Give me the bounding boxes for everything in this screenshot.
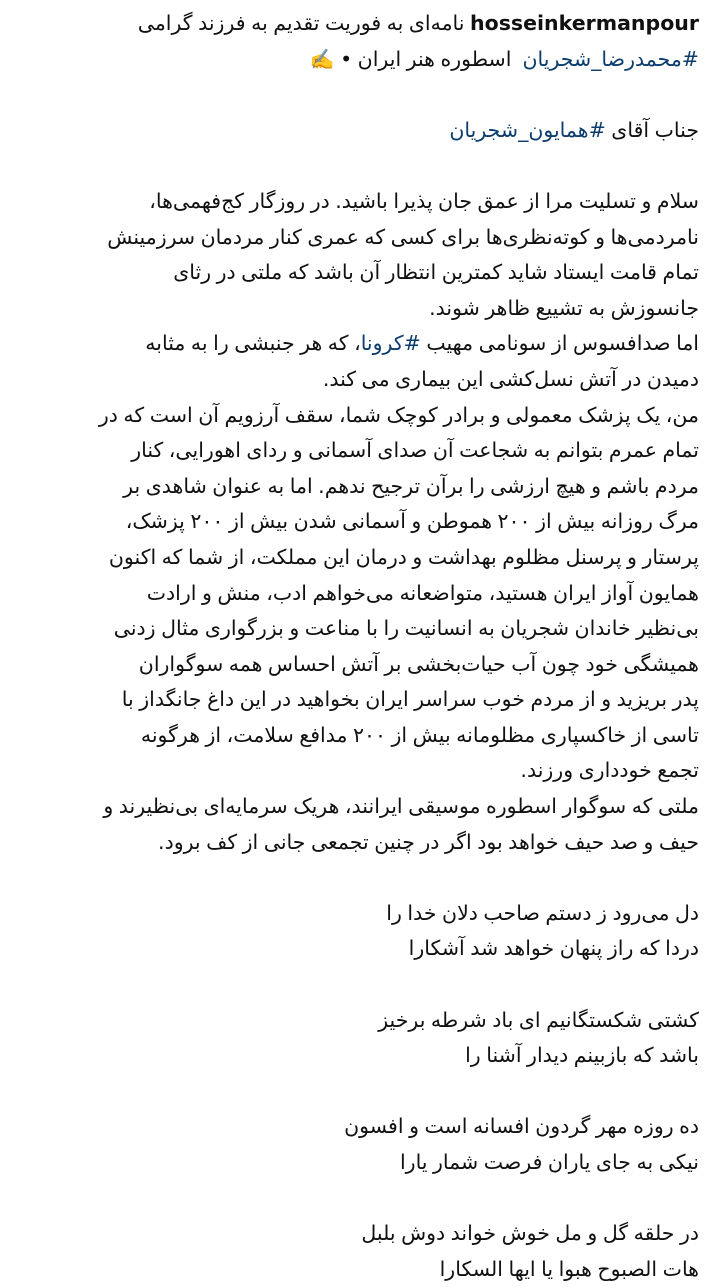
salutation-line bbox=[24, 113, 699, 149]
caption-line: مرگ روزانه بیش از ۲۰۰ هموطن و آسمانی شدن بیش از ۲۰۰ پزشک، bbox=[125, 509, 699, 534]
caption-text: اما صدافسوس از سونامی مهیب bbox=[420, 331, 699, 356]
poem-line: باشد که بازبینم دیدار آشنا را bbox=[465, 1043, 699, 1068]
caption-line: همیشگی خود چون آب حیات‌بخشی بر آتش احساس همه سوگواران bbox=[138, 651, 699, 676]
salutation-text: جناب آقای bbox=[605, 117, 699, 142]
caption-line: ملتی که سوگوار اسطوره موسیقی ایرانند، هریک سرمایه‌ای بی‌نظیرند و bbox=[103, 794, 699, 819]
caption-line: دمیدن در آتش نسل‌کشی این بیماری می کند. bbox=[322, 366, 699, 391]
username-link[interactable]: hosseinkermanpour bbox=[470, 11, 699, 35]
caption-line: همایون آواز ایران هستید، متواضعانه می‌خواهم ادب، منش و ارادت bbox=[146, 580, 699, 605]
poem-line: دردا که راز پنهان خواهد شد آشکارا bbox=[408, 936, 699, 961]
caption-line: من، یک پزشک معمولی و برادر کوچک شما، سقف آرزویم آن است که در bbox=[98, 402, 699, 427]
caption-line: پدر بریزید و از مردم خوب سراسر ایران بخواهید در این داغ جانگداز با bbox=[121, 687, 699, 712]
writing-hand-icon: ✍️ bbox=[309, 46, 335, 71]
poem-line: هات الصبوح هبوا یا ایها السکارا bbox=[439, 1256, 699, 1281]
caption-line: مردم باشم و هیچ ارزشی را برآن ترجیح ندهم. اما به عنوان شاهدی بر bbox=[123, 473, 699, 498]
caption-line: تمام عمرم بتوانم به شجاعت آن صدای آسمانی و ردای اهورایی، کنار bbox=[131, 438, 699, 463]
caption-line: تاسی از خاکسپاری مظلومانه بیش از ۲۰۰ مدافع سلامت، از هرگونه bbox=[140, 722, 699, 747]
caption-line: بی‌نظیر خاندان شجریان به انسانیت را با مناعت و بزرگواری مثال زدنی bbox=[113, 616, 699, 641]
hashtag-link[interactable]: #محمدرضا_شجریان bbox=[522, 46, 699, 71]
poem-line: ده روزه مهر گردون افسانه است و افسون bbox=[344, 1114, 699, 1139]
poem-line: کشتی شکستگانیم ای باد شرطه برخیز bbox=[378, 1007, 699, 1032]
caption-header2-text: اسطوره هنر ایران bbox=[352, 46, 512, 71]
caption-header-line bbox=[24, 6, 699, 42]
poem-line: در حلقه گل و مل خوش خواند دوش بلبل bbox=[361, 1221, 699, 1246]
hashtag-link[interactable]: #کرونا bbox=[360, 331, 421, 356]
caption-line: جانسوزش به تشییع ظاهر شوند. bbox=[429, 295, 699, 320]
bullet-separator: • bbox=[334, 46, 353, 71]
caption-line bbox=[24, 326, 699, 362]
poem-line: نیکی به جای یاران فرصت شمار یارا bbox=[399, 1150, 699, 1174]
poem-line: دل می‌رود ز دستم صاحب دلان خدا را bbox=[386, 900, 699, 925]
caption-line: پرستار و پرسنل مظلوم بهداشت و درمان این مملکت، از شما که اکنون bbox=[108, 544, 699, 569]
caption-header-line-2 bbox=[24, 42, 699, 78]
caption-line: تمام قامت ایستاد شاید کمترین انتظار آن باشد که ملتی در رثای bbox=[173, 260, 699, 285]
caption-header-text: نامه‌ای به فوریت تقدیم به فرزند گرامی bbox=[137, 11, 471, 35]
caption-line: تجمع خودداری ورزند. bbox=[520, 758, 699, 783]
caption-line: سلام و تسلیت مرا از عمق جان پذیرا باشید. در روزگار کج‌فهمی‌ها، bbox=[149, 188, 699, 213]
caption-text: ، که هر جنبشی را به مثابه bbox=[145, 331, 361, 356]
caption-line: حیف و صد حیف خواهد بود اگر در چنین تجمعی جانی از کف برود. bbox=[158, 829, 699, 854]
hashtag-link[interactable]: #همایون_شجریان bbox=[449, 117, 606, 142]
caption-line: نامردمی‌ها و کوته‌نظری‌ها برای کسی که عمری کنار مردمان سرزمینش bbox=[107, 224, 699, 249]
